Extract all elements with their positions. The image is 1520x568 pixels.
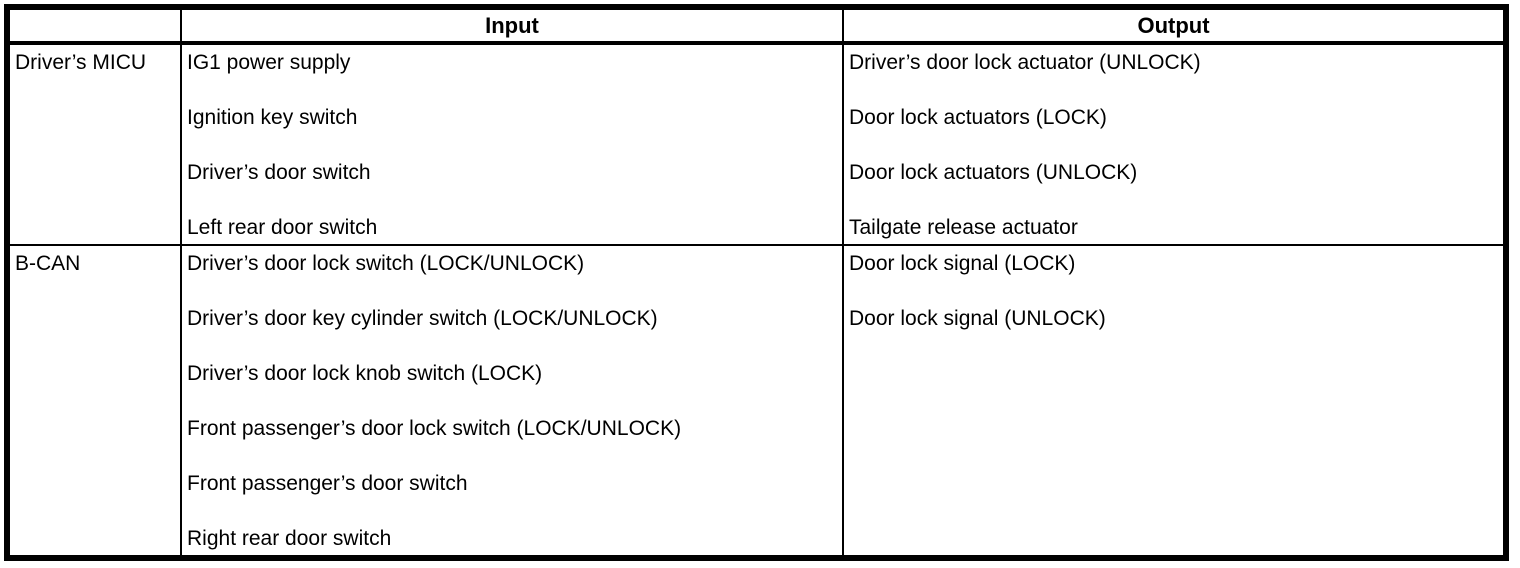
input-item: Ignition key switch [187, 106, 358, 129]
header-output-cell: Output [843, 7, 1506, 43]
input-item: Front passenger’s door lock switch (LOCK/UNLOCK) [187, 417, 682, 440]
input-item: IG1 power supply [187, 51, 351, 74]
table-row-b-can [7, 245, 1506, 558]
output-item: Door lock actuators (UNLOCK) [849, 161, 1138, 184]
input-item: Driver’s door lock switch (LOCK/UNLOCK) [187, 252, 585, 275]
table-row-drivers-micu [7, 43, 1506, 245]
header-input-cell: Input [181, 7, 843, 43]
source-label: B-CAN [15, 252, 81, 275]
output-item: Driver’s door lock actuator (UNLOCK) [849, 51, 1201, 74]
source-cell-drivers-micu [7, 43, 181, 245]
header-row [7, 7, 1506, 43]
header-source-cell [7, 7, 181, 43]
output-item: Door lock signal (UNLOCK) [849, 307, 1106, 330]
input-cell-drivers-micu [181, 43, 843, 245]
input-item: Driver’s door lock knob switch (LOCK) [187, 362, 543, 385]
input-item: Right rear door switch [187, 527, 392, 550]
output-cell-b-can [843, 245, 1506, 558]
input-item: Left rear door switch [187, 216, 378, 239]
input-item: Driver’s door key cylinder switch (LOCK/UNLOCK) [187, 307, 658, 330]
source-label: Driver’s MICU [15, 51, 147, 74]
input-item: Driver’s door switch [187, 161, 371, 184]
input-output-table [4, 4, 1509, 561]
source-cell-b-can [7, 245, 181, 558]
output-item: Tailgate release actuator [849, 216, 1078, 239]
output-cell-drivers-micu [843, 43, 1506, 245]
output-item: Door lock signal (LOCK) [849, 252, 1076, 275]
input-item: Front passenger’s door switch [187, 472, 468, 495]
output-item: Door lock actuators (LOCK) [849, 106, 1107, 129]
input-cell-b-can [181, 245, 843, 558]
